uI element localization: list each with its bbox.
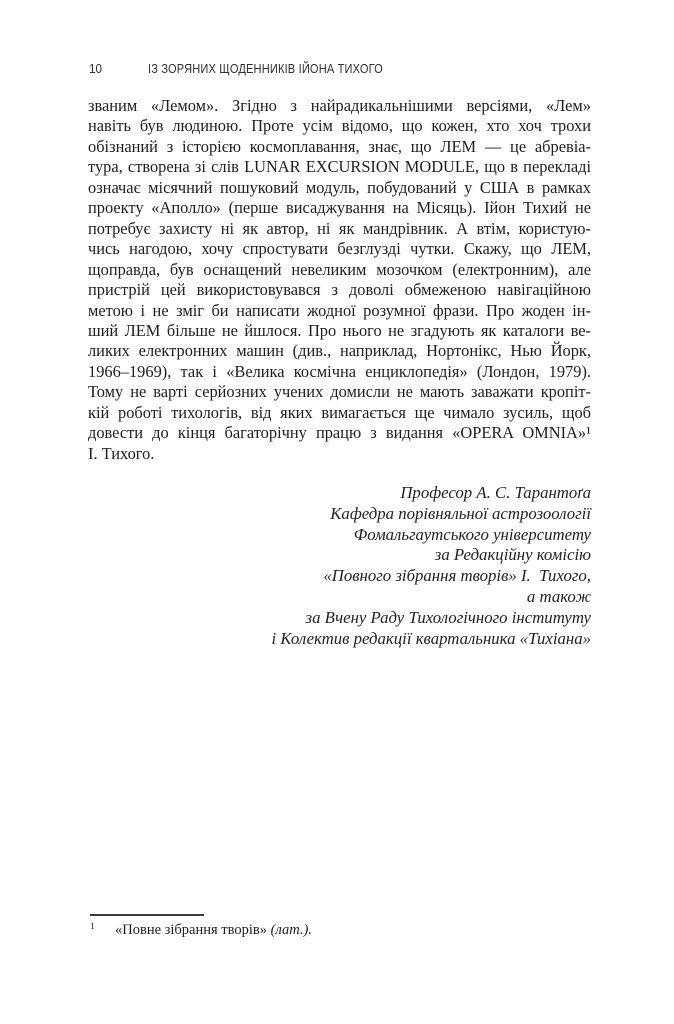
signature-line: Кафедра порівняльної астрозоології xyxy=(330,503,591,523)
signature-line: Професор А. С. Тарантоґа xyxy=(400,483,591,502)
footnote-language-note: (лат.). xyxy=(270,922,312,938)
footnote-rule xyxy=(90,914,204,916)
signature-line: а також xyxy=(526,586,591,606)
body-line: означає місячний пошуковий модуль, побудований у США в рамках xyxy=(88,177,591,197)
footnote-marker: 1 xyxy=(90,922,95,932)
signature-line: за Вчену Раду Тихологічного інституту xyxy=(305,607,591,627)
body-line: щоправда, був оснащений невеликим мозочком (електронним), але xyxy=(88,259,591,279)
body-line: чись нагодою, хочу спростувати безглузді чутки. Скажу, що ЛЕМ, xyxy=(88,239,591,259)
running-header xyxy=(89,61,590,77)
body-line: обізнаний з історією космоплавання, знає, що ЛЕМ — це абревіа- xyxy=(88,136,591,156)
body-line: метою і не зміг би написати жодної розумної фрази. Про жоден ін- xyxy=(88,300,591,320)
body-paragraph xyxy=(88,96,591,464)
body-line: пристрій цей використовувався з доволі обмеженою навігаційною xyxy=(88,280,591,300)
body-line: тура, створена зі слів LUNAR EXCURSION MODULE, що в перекладі xyxy=(88,157,591,177)
signature-line: і Колектив редакції квартальника «Тихіана» xyxy=(271,628,591,648)
body-line: ший ЛЕМ більше не йшлося. Про нього не згадують як каталоги ве- xyxy=(88,320,591,340)
body-line: потребує захисту ні як автор, ні як мандрівник. А втім, користую- xyxy=(88,218,591,238)
body-line: навіть був людиною. Проте усім відомо, що кожен, хто хоч трохи xyxy=(88,116,591,136)
running-title: ІЗ ЗОРЯНИХ ЩОДЕННИКІВ ІЙОНА ТИХОГО xyxy=(148,61,383,76)
body-line: 1966–1969), так і «Велика космічна енциклопедія» (Лондон, 1979). xyxy=(88,361,591,381)
body-line: довести до кінця багаторічну працю з видання «OPERA OMNIA»¹ xyxy=(88,423,591,443)
body-line: ликих електронних машин (див., наприклад, Нортонікс, Нью Йорк, xyxy=(88,341,591,361)
signature-block xyxy=(88,483,591,649)
signature-line: «Повного зібрання творів» І. Тихого, xyxy=(323,566,591,586)
body-line: І. Тихого. xyxy=(88,443,155,463)
signature-line: Фомальгаутського університету xyxy=(353,524,591,544)
body-line: Тому не варті серйозних учених домисли не мають заважати кропіт- xyxy=(88,382,591,402)
footnote-text: «Повне зібрання творів» xyxy=(115,922,271,938)
page-number: 10 xyxy=(89,61,103,76)
footnote xyxy=(90,921,590,942)
body-line: кій роботі тихологів, від яких вимагається ще чимало зусиль, щоб xyxy=(88,402,591,422)
body-line: званим «Лемом». Згідно з найрадикальнішими версіями, «Лем» xyxy=(88,96,591,115)
body-line: проекту «Аполло» (перше висаджування на Місяць). Ійон Тихий не xyxy=(88,198,591,218)
signature-line: за Редакційну комісію xyxy=(434,545,591,565)
